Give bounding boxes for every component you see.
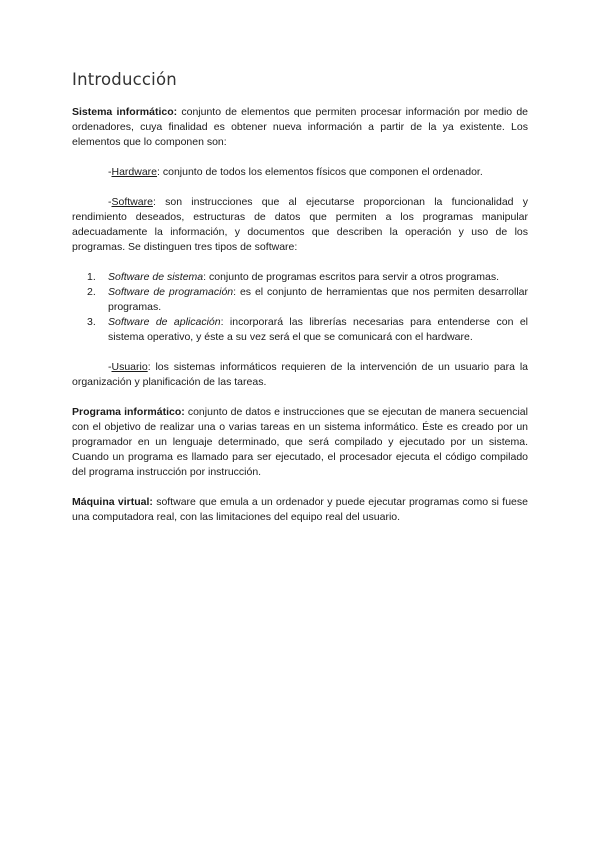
list-item xyxy=(72,315,528,345)
definition-programa-informatico: conjunto de datos e instrucciones que se ejecutan de manera secuencial con el objetivo de realizar una o varias tareas en un sistema informático. Éste es creado por un programador en un lenguaje determinado, que será compilado y ejecutado por un sistema. Cuando un programa es llamado para ser ejecutado, el procesador ejecuta el código compilado del programa instrucción por instrucción. xyxy=(72,406,528,478)
definition-software-sistema: : conjunto de programas escritos para servir a otros programas. xyxy=(203,271,500,283)
term-hardware: Hardware xyxy=(111,166,158,178)
list-item xyxy=(72,270,528,285)
paragraph-maquina-virtual xyxy=(72,495,528,525)
paragraph-usuario xyxy=(72,360,528,390)
page-title: Introducción xyxy=(72,70,177,89)
term-software-aplicacion: Software de aplicación xyxy=(108,316,221,328)
list-item-number: 2. xyxy=(87,286,96,298)
list-item-number: 3. xyxy=(87,316,96,328)
definition-usuario: : los sistemas informáticos requieren de la intervención de un usuario para la organización y planificación de las tareas. xyxy=(72,361,528,388)
term-software: Software xyxy=(111,196,153,208)
paragraph-programa-informatico xyxy=(72,405,528,480)
paragraph-software xyxy=(72,195,528,255)
dash-software: - xyxy=(108,196,112,208)
list-item xyxy=(72,285,528,315)
software-types-list xyxy=(72,270,528,345)
term-usuario: Usuario xyxy=(111,361,148,373)
term-software-sistema: Software de sistema xyxy=(108,271,204,283)
dash-hardware: - xyxy=(108,166,112,178)
term-programa-informatico: Programa informático: xyxy=(72,406,185,418)
list-item-number: 1. xyxy=(87,271,96,283)
definition-software-aplicacion: : incorporará las librerías necesarias para entenderse con el sistema operativo, y éste a su vez será el que se comunicará con el hardware. xyxy=(108,316,528,343)
paragraph-hardware xyxy=(72,165,528,180)
document-content xyxy=(72,70,528,525)
term-software-programacion: Software de programación xyxy=(108,286,234,298)
definition-hardware: : conjunto de todos los elementos físicos que componen el ordenador. xyxy=(157,166,483,178)
definition-sistema-informatico: conjunto de elementos que permiten procesar información por medio de ordenadores, cuya finalidad es obtener nueva información a partir de la ya existente. Los elementos que lo componen son: xyxy=(72,106,528,148)
dash-usuario: - xyxy=(108,361,112,373)
paragraph-sistema-informatico xyxy=(72,105,528,150)
definition-maquina-virtual: software que emula a un ordenador y puede ejecutar programas como si fuese una computadora real, con las limitaciones del equipo real del usuario. xyxy=(72,496,528,523)
term-sistema-informatico: Sistema informático: xyxy=(72,106,178,118)
definition-software: : son instrucciones que al ejecutarse proporcionan la funcionalidad y rendimiento deseados, estructuras de datos que permiten a los programas manipular adecuadamente la información, y documentos que describen la operación y uso de los programas. Se distinguen tres tipos de software: xyxy=(72,196,528,253)
term-maquina-virtual: Máquina virtual: xyxy=(72,496,153,508)
definition-software-programacion: : es el conjunto de herramientas que nos permiten desarrollar programas. xyxy=(108,286,528,313)
